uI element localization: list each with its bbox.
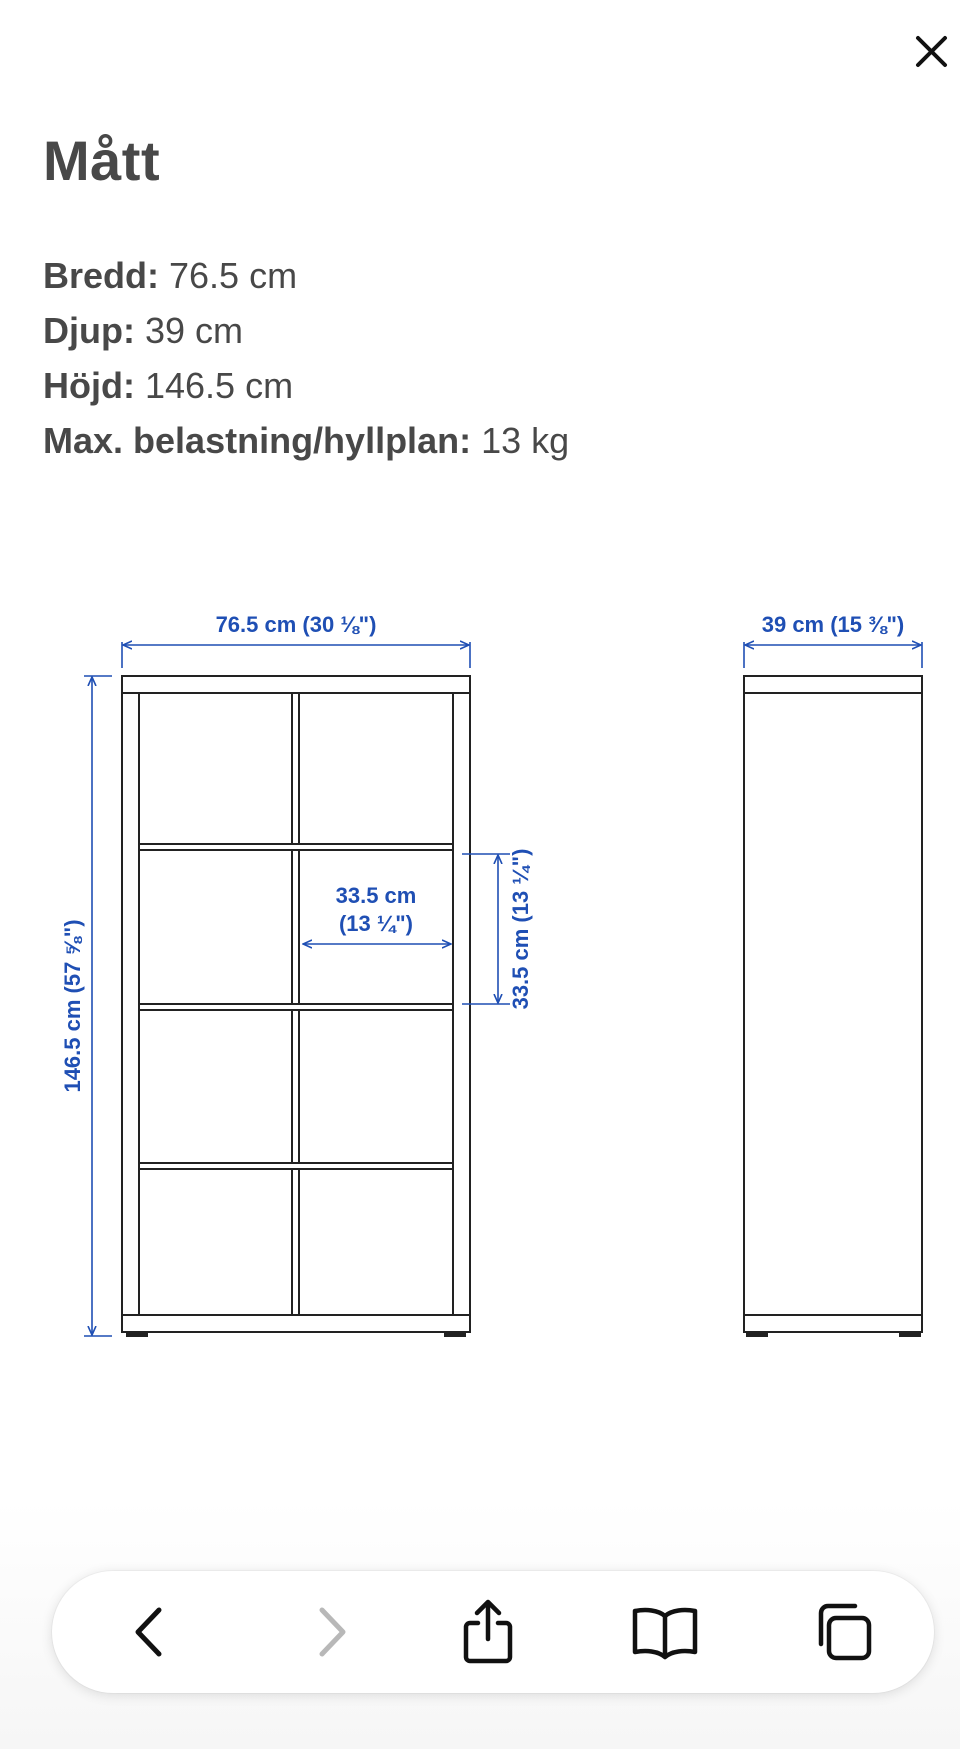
spec-label: Max. belastning/hyllplan: <box>43 420 472 461</box>
front-width-dimension <box>122 642 470 668</box>
side-depth-dimension <box>744 642 922 668</box>
side-bottom <box>744 1315 922 1332</box>
bookmarks-button[interactable] <box>630 1597 700 1667</box>
compartment-width-label-2: (13 ¼") <box>338 911 414 936</box>
shelf-1 <box>139 844 453 850</box>
tabs-button[interactable] <box>808 1597 878 1667</box>
side-depth-label: 39 cm (15 ⅜") <box>761 612 905 637</box>
spec-value: 146.5 cm <box>144 365 294 406</box>
chevron-right-icon <box>312 1604 352 1660</box>
side-top <box>744 676 922 693</box>
spec-value: 13 kg <box>481 420 570 461</box>
shelf-3 <box>139 1163 453 1169</box>
front-width-label: 76.5 cm (30 ⅛") <box>215 612 377 637</box>
close-icon <box>905 25 955 75</box>
spec-max-load <box>43 413 569 468</box>
browser-toolbar <box>52 1571 934 1693</box>
spec-label: Höjd: <box>43 365 135 406</box>
foot-right <box>445 1332 465 1336</box>
spec-value: 39 cm <box>144 310 244 351</box>
spec-depth <box>43 303 569 358</box>
page-title: Mått <box>43 129 161 192</box>
spec-value: 76.5 cm <box>169 255 298 296</box>
spec-height <box>43 358 569 413</box>
side-panel <box>744 693 922 1315</box>
top-panel <box>122 676 470 693</box>
share-icon <box>458 1597 518 1667</box>
book-icon <box>630 1602 700 1662</box>
chevron-left-icon <box>129 1604 169 1660</box>
compartment-width-label-1: 33.5 cm <box>335 883 417 908</box>
spec-label: Djup: <box>43 310 135 351</box>
tabs-icon <box>811 1600 875 1664</box>
left-side <box>122 693 139 1315</box>
spec-width <box>43 248 569 303</box>
spec-list <box>43 248 569 468</box>
close-button[interactable] <box>905 25 955 75</box>
total-height-dimension <box>84 676 112 1336</box>
shelf-2 <box>139 1004 453 1010</box>
back-button[interactable] <box>114 1597 184 1667</box>
side-view <box>744 676 922 1336</box>
side-foot-right <box>900 1332 920 1336</box>
front-view <box>122 676 470 1336</box>
share-button[interactable] <box>453 1597 523 1667</box>
dimension-drawing <box>0 590 960 1350</box>
compartment-height-label: 33.5 cm (13 ¼") <box>508 848 533 1010</box>
forward-button[interactable] <box>297 1597 367 1667</box>
spec-label: Bredd: <box>43 255 159 296</box>
total-height-label: 146.5 cm (57 ⅝") <box>60 919 85 1093</box>
side-foot-left <box>747 1332 767 1336</box>
foot-left <box>127 1332 147 1336</box>
plinth <box>122 1315 470 1332</box>
